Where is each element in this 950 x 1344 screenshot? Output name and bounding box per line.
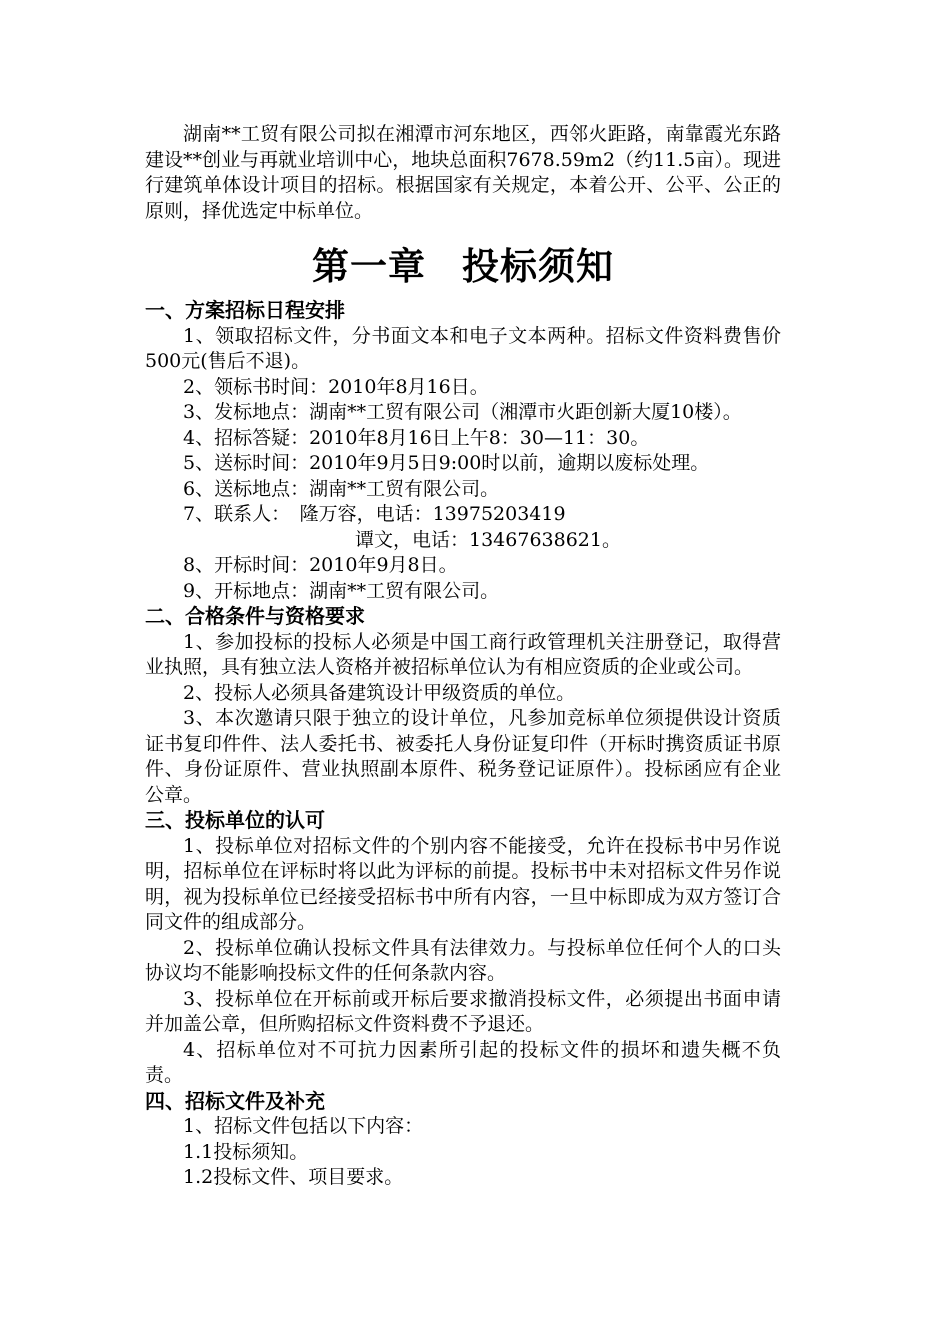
section-heading: 一、方案招标日程安排	[145, 298, 345, 322]
list-item: 3、发标地点：湖南**工贸有限公司（湘潭市火距创新大厦10楼）。	[183, 401, 742, 423]
chapter-title	[145, 244, 781, 290]
list-item: 4、招标答疑：2010年8月16日上午8：30—11：30。	[183, 426, 650, 449]
section-qualifications	[145, 604, 781, 808]
chapter-name: 投标须知	[462, 245, 614, 288]
list-item: 5、送标时间：2010年9月5日9:00时以前，逾期以废标处理。	[183, 452, 710, 474]
section-heading: 二、合格条件与资格要求	[145, 604, 365, 628]
list-item: 1.2投标文件、项目要求。	[183, 1166, 404, 1188]
contact-line-1: 7、联系人： 隆万容，电话：13975203419	[183, 503, 566, 525]
contact-line-2: 谭文，电话：13467638621。	[355, 528, 621, 551]
list-item: 4、招标单位对不可抗力因素所引起的投标文件的损坏和遗失概不负责。	[145, 1038, 781, 1086]
list-item: 2、投标单位确认投标文件具有法律效力。与投标单位任何个人的口头协议均不能影响投标文件的任何条款内容。	[145, 936, 781, 984]
list-item: 3、投标单位在开标前或开标后要求撤消投标文件，必须提出书面申请并加盖公章，但所购招标文件资料费不予退还。	[145, 987, 781, 1035]
list-item: 9、开标地点：湖南**工贸有限公司。	[183, 579, 500, 602]
section-documents	[145, 1089, 781, 1191]
list-item: 1、招标文件包括以下内容：	[183, 1115, 424, 1137]
list-item: 1、参加投标的投标人必须是中国工商行政管理机关注册登记，取得营业执照，具有独立法人资格并被招标单位认为有相应资质的企业或公司。	[145, 630, 781, 678]
intro-paragraph: 湖南**工贸有限公司拟在湘潭市河东地区，西邻火距路，南靠霞光东路建设**创业与再就业培训中心，地块总面积7678.59m2（约11.5亩）。现进行建筑单体设计项目的招标。根据国家有关规定，本着公开、公平、公正的原则，择优选定中标单位。	[145, 123, 781, 222]
list-item: 1、领取招标文件，分书面文本和电子文本两种。招标文件资料费售价500元(售后不退)。	[145, 324, 781, 372]
chapter-number: 第一章	[312, 245, 426, 288]
list-item: 2、领标书时间：2010年8月16日。	[183, 375, 489, 398]
section-heading: 三、投标单位的认可	[145, 808, 325, 832]
list-item: 2、投标人必须具备建筑设计甲级资质的单位。	[183, 681, 576, 704]
list-item: 3、本次邀请只限于独立的设计单位，凡参加竞标单位须提供设计资质证书复印件件、法人委托书、被委托人身份证复印件（开标时携资质证书原件、身份证原件、营业执照副本原件、税务登记证原件）。投标函应有企业公章。	[145, 707, 781, 806]
list-item: 8、开标时间：2010年9月8日。	[183, 554, 458, 576]
section-recognition	[145, 808, 781, 1089]
section-schedule	[145, 298, 781, 604]
section-heading: 四、招标文件及补充	[145, 1088, 325, 1113]
document-body	[145, 122, 781, 1191]
list-item: 1、投标单位对招标文件的个别内容不能接受，允许在投标书中另作说明，招标单位在评标时将以此为评标的前提。投标书中未对招标文件另作说明，视为投标单位已经接受招标书中所有内容，一旦中标即成为双方签订合同文件的组成部分。	[145, 834, 781, 933]
list-item: 1.1投标须知。	[183, 1140, 309, 1163]
list-item: 6、送标地点：湖南**工贸有限公司。	[183, 477, 500, 500]
